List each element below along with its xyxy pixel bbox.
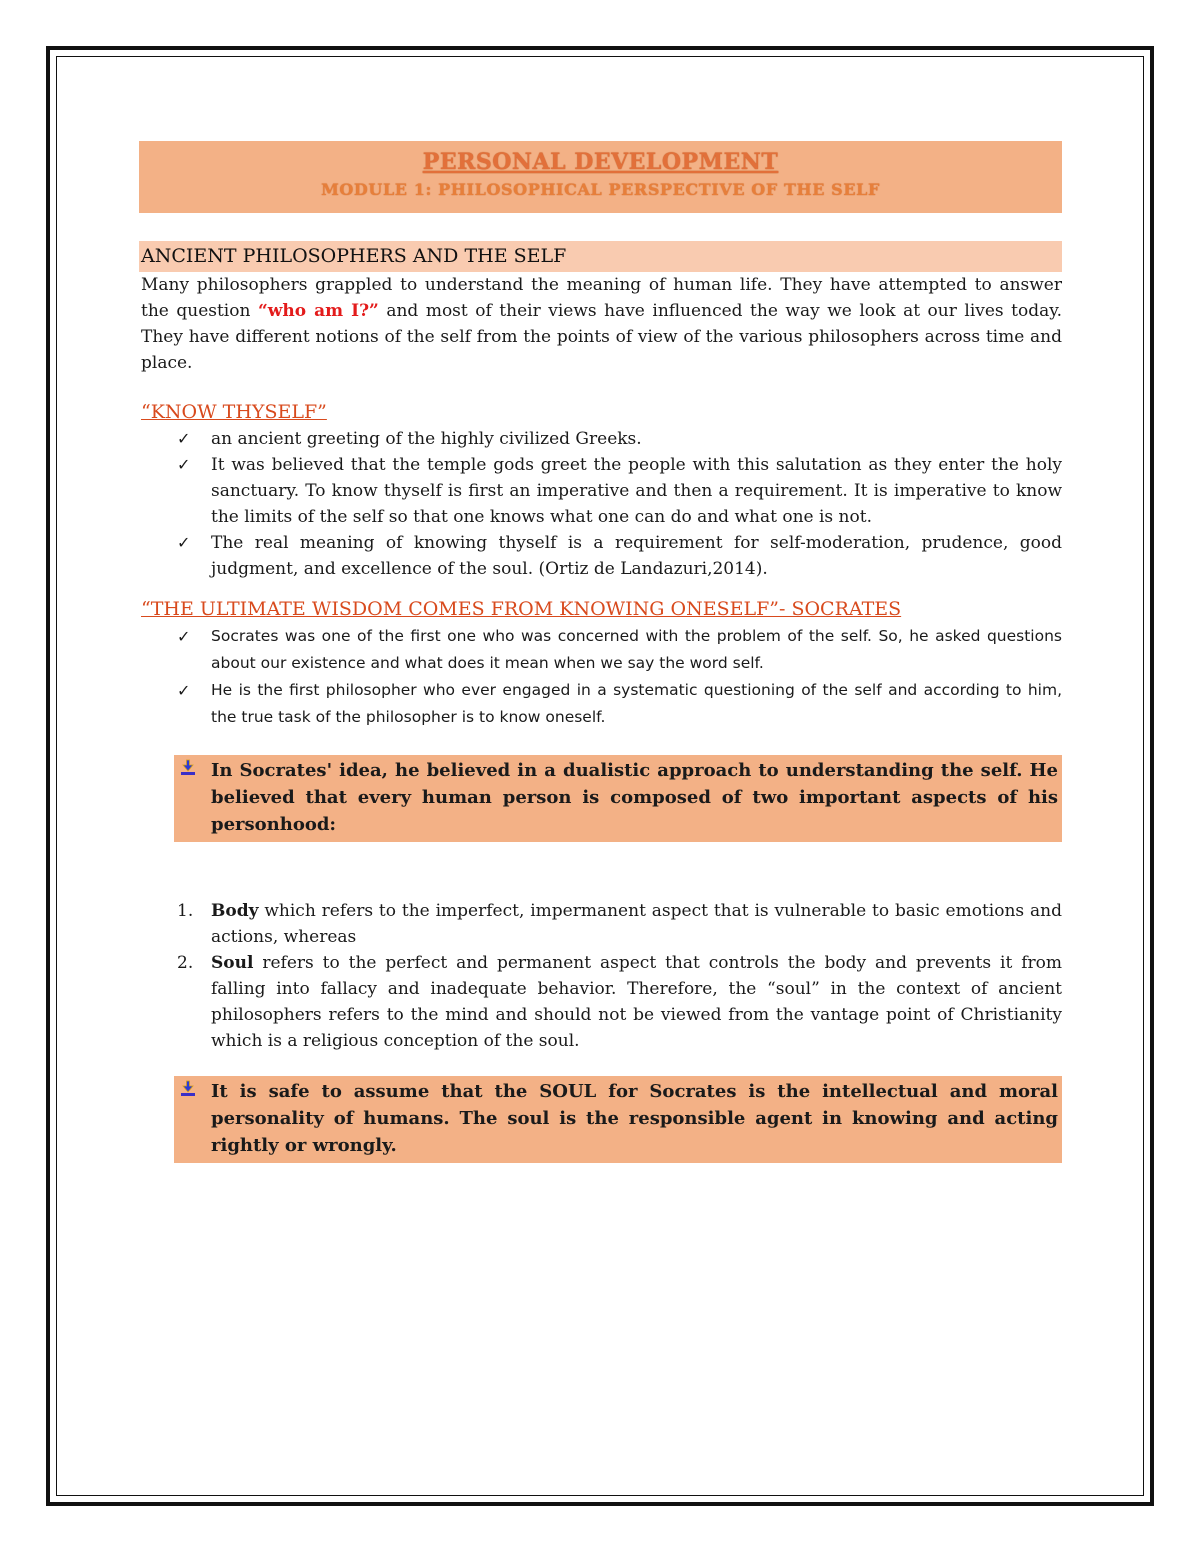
list-item-text: It was believed that the temple gods greet the people with this salutation as they enter the holy sanctuary. To know thyself is first an imperative and then a requirement. It is imperative to know the limits of the self so that one knows what one can do and what one is not. — [211, 455, 1062, 527]
list-item — [139, 426, 1062, 452]
list-item — [139, 452, 1062, 530]
document-title: PERSONAL DEVELOPMENT — [422, 149, 779, 175]
list-item-text: The real meaning of knowing thyself is a requirement for self-moderation, prudence, good judgment, and excellence of the soul. (Ortiz de Landazuri,2014). — [211, 533, 1062, 579]
list-item — [139, 623, 1062, 677]
aspect-text: refers to the perfect and permanent aspect that controls the body and prevents it from falling into fallacy and inadequate behavior. Therefore, the “soul” in the context of ancient philosophers refers to the mind and should not be viewed from the vantage point of Christianity which is a religious conception of the soul. — [211, 953, 1062, 1051]
intro-paragraph — [139, 272, 1062, 376]
list-item-text: Socrates was one of the first one who was concerned with the problem of the self. So, he asked questions about our existence and what does it mean when we say the word self. — [211, 627, 1062, 672]
check-icon: ✓ — [177, 533, 191, 552]
list-item — [139, 530, 1062, 582]
aspect-text: which refers to the imperfect, impermanent aspect that is vulnerable to basic emotions and actions, whereas — [211, 901, 1062, 947]
module-subtitle: MODULE 1: PHILOSOPHICAL PERSPECTIVE OF THE SELF — [321, 180, 880, 199]
intro-text-a: Many philosophers grappled to understand the meaning of human life. They have attempted to answer the question — [141, 275, 1062, 321]
callout-dualistic-approach — [174, 755, 1062, 842]
aspect-term: Soul — [211, 953, 254, 973]
aspect-term: Body — [211, 901, 259, 921]
socrates-list — [139, 623, 1062, 731]
check-icon: ✓ — [177, 455, 191, 474]
list-item — [139, 898, 1062, 950]
callout-text: In Socrates' idea, he believed in a dualistic approach to understanding the self. He believed that every human person is composed of two important aspects of his personhood: — [211, 760, 1058, 835]
document-content — [139, 141, 1062, 1163]
know-thyself-list — [139, 426, 1062, 582]
intro-text-b: and most of their views have influenced the way we look at our lives today. They have different notions of the self from the points of view of the various philosophers across time and place. — [141, 301, 1062, 373]
arrow-bullet-icon — [180, 759, 196, 777]
check-icon: ✓ — [177, 627, 191, 646]
check-icon: ✓ — [177, 429, 191, 448]
aspects-list — [139, 898, 1062, 1054]
item-number: 1. — [177, 901, 194, 921]
callout-soul-definition — [174, 1076, 1062, 1163]
callout-text: It is safe to assume that the SOUL for Socrates is the intellectual and moral personality of humans. The soul is the responsible agent in knowing and acting rightly or wrongly. — [211, 1081, 1058, 1156]
list-item — [139, 677, 1062, 731]
list-item-text: He is the first philosopher who ever engaged in a systematic questioning of the self and according to him, the true task of the philosopher is to know oneself. — [211, 681, 1062, 726]
list-item — [139, 950, 1062, 1054]
check-icon: ✓ — [177, 681, 191, 700]
title-banner — [139, 141, 1062, 213]
item-number: 2. — [177, 953, 194, 973]
list-item-text: an ancient greeting of the highly civilized Greeks. — [211, 429, 642, 449]
heading-ultimate-wisdom: “THE ULTIMATE WISDOM COMES FROM KNOWING ONESELF”- SOCRATES — [141, 598, 902, 620]
heading-know-thyself: “KNOW THYSELF” — [141, 401, 327, 423]
highlight-question: “who am I?” — [257, 301, 379, 321]
section-heading-ancient-philosophers: ANCIENT PHILOSOPHERS AND THE SELF — [139, 241, 1062, 272]
arrow-bullet-icon — [180, 1080, 196, 1098]
